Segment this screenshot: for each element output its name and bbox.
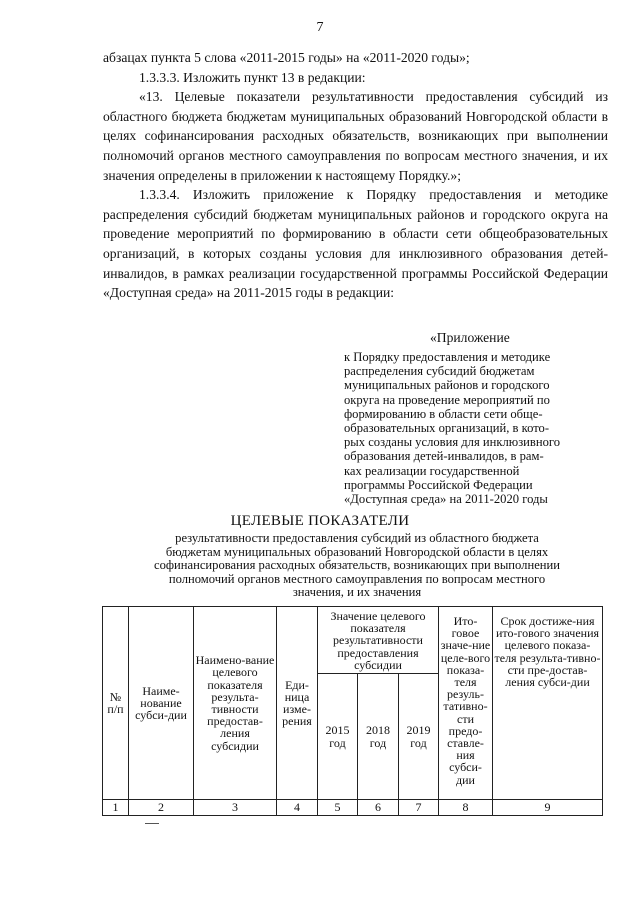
body-text [103,48,608,303]
column-number: 1 [103,800,129,816]
header-num: № п/п [103,607,129,800]
subtitle-line: полномочий органов местного самоуправления по вопросам местного [168,571,546,586]
scan-mark [145,823,159,824]
subtitle-line: значения, и их значения [292,585,422,600]
column-number: 9 [493,800,603,816]
appendix-line: образования детей-инвалидов, в рам- [344,449,544,464]
paragraph-4: 1.3.3.4. Изложить приложение к Порядку предоставления и методике распределения субсидий бюджетам муниципальных районов и городского округа на проведение мероприятий по формированию в области сети общеобразовательных организаций, в которых созданы условия для инклюзивного образования детей-инвалидов, в рамках реализации государственной программы Российской Федерации «Доступная среда» на 2011-2015 годы в редакции: [103,187,608,301]
appendix-title: «Приложение [430,330,510,345]
indicators-table [102,606,603,816]
appendix-line: программы Российской Федерации [344,477,533,492]
subtitle-line: бюджетам муниципальных образований Новгородской области в целях [165,544,549,559]
header-year-2019: 2019 год [399,674,439,800]
appendix-text [344,350,608,506]
column-number: 8 [439,800,493,816]
column-number: 4 [277,800,318,816]
header-total-value: Ито-говое значе-ние целе-вого показа-теля резуль-тативно-сти предо-ставле-ния субси-дии [439,607,493,800]
header-deadline: Срок достиже-ния ито-гового значения целевого показа-теля результа-тивно-сти пре-достав-ления субси-дии [493,607,603,800]
column-number: 7 [399,800,439,816]
column-number: 6 [358,800,399,816]
header-subsidy-name: Наиме-нование субси-дии [129,607,194,800]
appendix-line: формированию в области сети обще- [344,406,543,421]
appendix-line: распределения субсидий бюджетам [344,364,535,379]
header-year-2018: 2018 год [358,674,399,800]
appendix-line: муниципальных районов и городского [344,378,550,393]
paragraph-2: 1.3.3.3. Изложить пункт 13 в редакции: [139,69,366,85]
page-number: 7 [316,20,324,35]
column-number: 2 [129,800,194,816]
header-year-2015: 2015 год [318,674,358,800]
appendix-line: округа на проведение мероприятий по [344,392,550,407]
appendix-line: к Порядку предоставления и методике [344,350,551,364]
column-number: 3 [194,800,277,816]
header-indicator-name: Наимено-вание целевого показателя результа-тивности предостав-ления субсидии [194,607,277,800]
subtitle-line: софинансирования расходных обязательств, возникающих при выполнении [153,558,561,573]
paragraph-3: «13. Целевые показатели результативности предоставления субсидий из областного бюджета бюджетам муниципальных образований Новгородской области в целях софинансирования расходных обязательств, возникающих при выполнении полномочий органов местного самоуправления по вопросам местного значения, и их значения определены в приложении к настоящему Порядку.»; [103,89,608,183]
section-subtitle [112,532,602,600]
appendix-line: ках реализации государственной [344,463,520,478]
appendix-line: рых созданы условия для инклюзивного [344,435,561,450]
subtitle-line: результативности предоставления субсидий из областного бюджета [175,531,539,545]
column-number: 5 [318,800,358,816]
section-title: ЦЕЛЕВЫЕ ПОКАЗАТЕЛИ [230,513,410,529]
appendix-line: «Доступная среда» на 2011-2020 годы [344,492,548,507]
header-value-group: Значение целевого показателя результативности предоставления субсидии [318,607,439,674]
paragraph-1: абзацах пункта 5 слова «2011-2015 годы» на «2011-2020 годы»; [103,50,470,65]
header-unit: Еди-ница изме-рения [277,607,318,800]
appendix-line: образовательных организаций, в кото- [344,421,550,436]
